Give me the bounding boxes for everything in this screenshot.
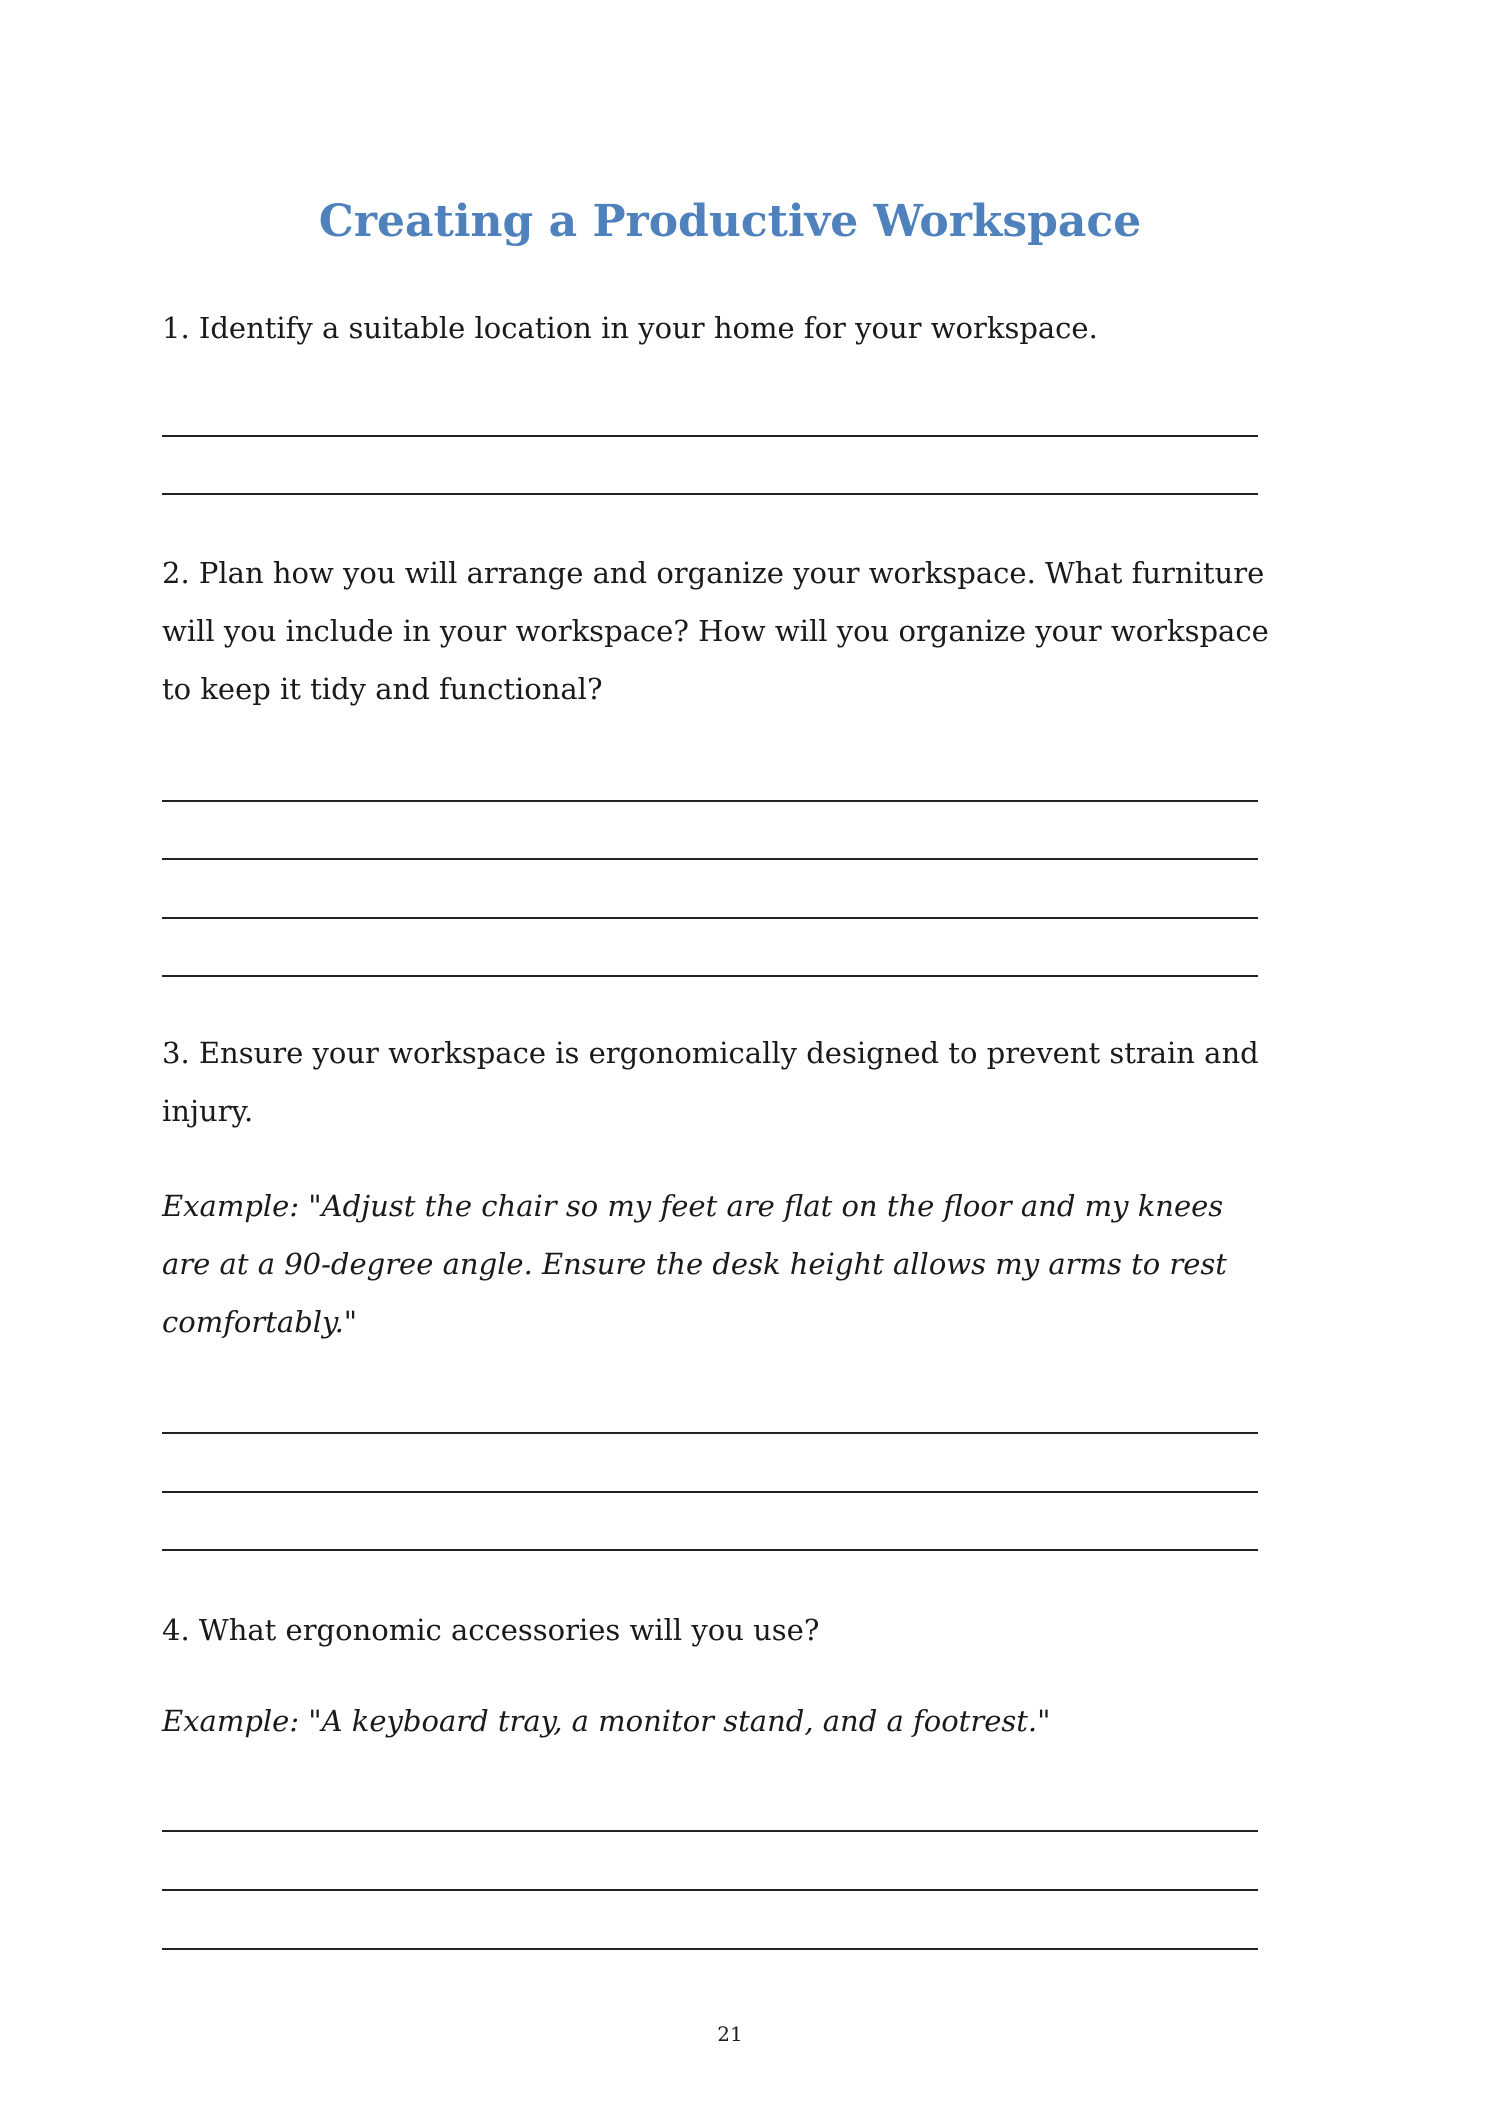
question-text: 4. What ergonomic accessories will you use?: [162, 1613, 820, 1647]
question-text: 2. Plan how you will arrange and organize your workspace. What furniture: [162, 556, 1265, 590]
answer-line[interactable]: [162, 917, 1258, 919]
example-text: comfortably.": [162, 1305, 358, 1339]
example-4: [162, 1692, 1050, 1750]
question-text: to keep it tidy and functional?: [162, 672, 603, 706]
answer-line[interactable]: [162, 1491, 1258, 1493]
answer-line[interactable]: [162, 435, 1258, 437]
answer-line[interactable]: [162, 858, 1258, 860]
question-4: [162, 1601, 819, 1659]
answer-line[interactable]: [162, 800, 1258, 802]
question-text: 1. Identify a suitable location in your home for your workspace.: [162, 311, 1098, 345]
question-text: will you include in your workspace? How will you organize your workspace: [162, 614, 1269, 648]
answer-line[interactable]: [162, 493, 1258, 495]
question-text: injury.: [162, 1094, 254, 1128]
page-title: Creating a Productive Workspace: [318, 196, 1142, 247]
example-text: are at a 90-degree angle. Ensure the desk height allows my arms to rest: [162, 1247, 1227, 1281]
answer-line[interactable]: [162, 1549, 1258, 1551]
answer-line[interactable]: [162, 1889, 1258, 1891]
example-text: Example: "Adjust the chair so my feet are flat on the floor and my knees: [162, 1189, 1224, 1223]
answer-line[interactable]: [162, 1432, 1258, 1434]
question-1: [162, 299, 1098, 357]
example-text: Example: "A keyboard tray, a monitor stand, and a footrest.": [162, 1704, 1051, 1738]
question-3: [162, 1024, 1259, 1140]
answer-line[interactable]: [162, 975, 1258, 977]
answer-line[interactable]: [162, 1948, 1258, 1950]
question-2: [162, 544, 1269, 718]
answer-line[interactable]: [162, 1830, 1258, 1832]
example-3: [162, 1177, 1227, 1351]
question-text: 3. Ensure your workspace is ergonomically designed to prevent strain and: [162, 1036, 1259, 1070]
page-number: 21: [717, 2022, 743, 2046]
